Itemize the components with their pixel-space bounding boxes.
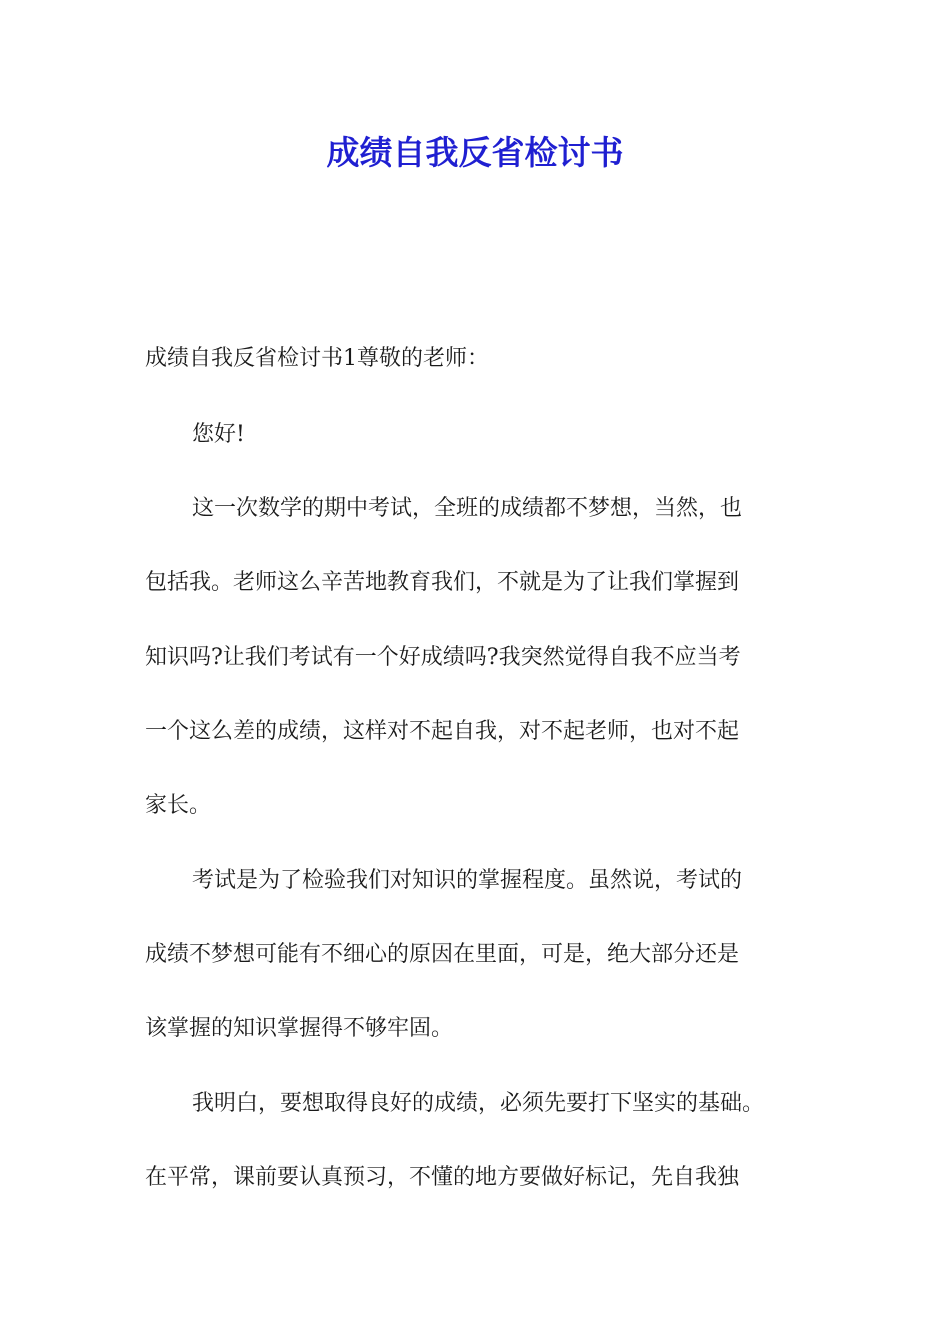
text-line: 在平常，课前要认真预习，不懂的地方要做好标记，先自我独	[145, 1165, 740, 1190]
text-line-greeting: 您好!	[192, 422, 245, 447]
text-line: 成绩不梦想可能有不细心的原因在里面，可是，绝大部分还是	[145, 942, 740, 967]
text-line: 该掌握的知识掌握得不够牢固。	[145, 1016, 454, 1041]
document-title: 成绩自我反省检讨书	[326, 133, 624, 172]
text-line: 家长。	[145, 793, 212, 818]
text-line: 我明白，要想取得良好的成绩，必须先要打下坚实的基础。	[192, 1091, 765, 1116]
text-line: 知识吗?让我们考试有一个好成绩吗?我突然觉得自我不应当考	[145, 645, 741, 670]
text-line-salutation: 成绩自我反省检讨书1尊敬的老师：	[145, 346, 489, 371]
text-line: 这一次数学的期中考试，全班的成绩都不梦想，当然，也	[192, 496, 743, 521]
text-line: 一个这么差的成绩，这样对不起自我，对不起老师，也对不起	[145, 719, 740, 744]
text-line: 考试是为了检验我们对知识的掌握程度。虽然说，考试的	[192, 868, 743, 893]
text-line: 包括我。老师这么辛苦地教育我们，不就是为了让我们掌握到	[145, 570, 740, 595]
